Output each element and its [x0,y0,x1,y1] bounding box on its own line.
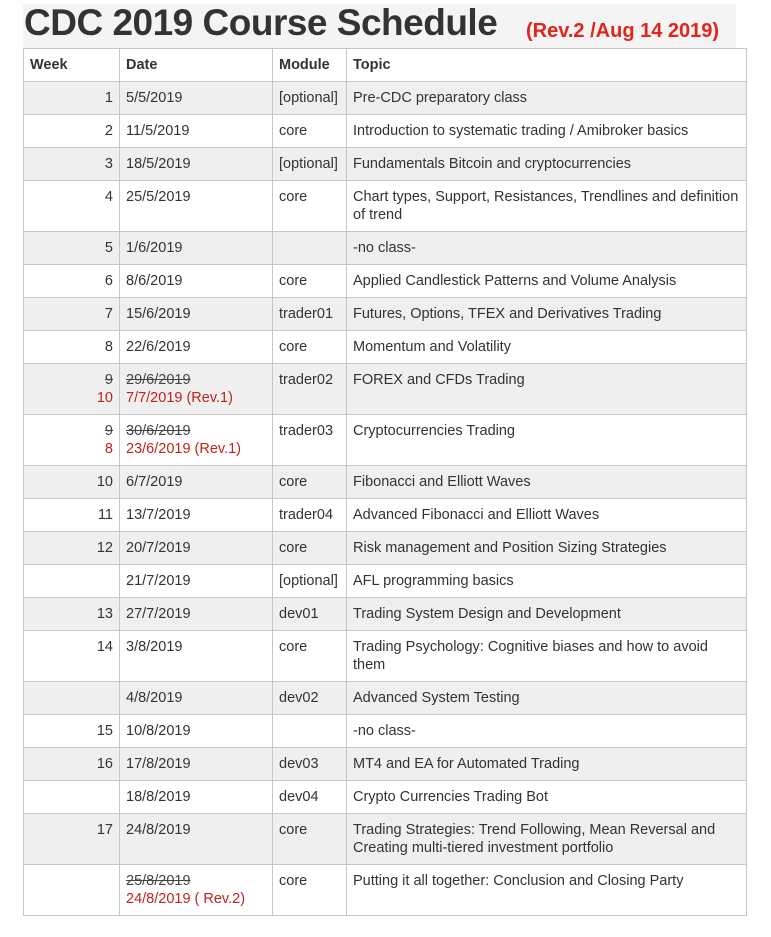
module-cell [273,631,347,682]
week-old: 9 [104,423,113,439]
module-cell [273,565,347,598]
date-old: 25/8/2019 [126,873,191,889]
module-cell [273,532,347,565]
module-value: trader02 [279,372,334,388]
week-new: 8 [104,441,113,457]
week-cell [24,565,120,598]
table-row [24,715,747,748]
page-title: CDC 2019 Course Schedule [24,2,498,43]
date-value: 21/7/2019 [126,573,191,589]
module-cell [273,715,347,748]
week-cell [24,415,120,466]
revision-label: (Rev.2 /Aug 14 2019) [526,20,720,42]
date-cell [120,631,273,682]
week-cell [24,148,120,181]
date-cell [120,115,273,148]
topic-cell [347,499,747,532]
date-new: 24/8/2019 ( Rev.2) [126,891,246,907]
date-new: 23/6/2019 (Rev.1) [126,441,241,457]
module-value: core [279,189,308,205]
topic-cell [347,415,747,466]
date-cell [120,331,273,364]
table-row [24,148,747,181]
date-value: 10/8/2019 [126,723,191,739]
topic-value: Risk management and Position Sizing Strategies [353,540,667,556]
date-cell [120,499,273,532]
column-header-module: Module [273,49,347,82]
topic-cell [347,466,747,499]
module-value: core [279,540,308,556]
topic-value: Momentum and Volatility [353,339,511,355]
module-cell [273,115,347,148]
topic-cell [347,181,747,232]
date-old: 30/6/2019 [126,423,191,439]
module-value: [optional] [279,573,338,589]
date-cell [120,715,273,748]
table-row [24,865,747,916]
module-value: dev02 [279,690,319,706]
week-value: 13 [96,606,113,622]
table-row [24,265,747,298]
topic-value: -no class- [353,240,416,256]
topic-cell [347,748,747,781]
table-row [24,598,747,631]
date-value: 6/7/2019 [126,474,183,490]
date-cell [120,598,273,631]
module-value: dev03 [279,756,319,772]
week-cell [24,364,120,415]
date-value: 25/5/2019 [126,189,191,205]
date-value: 1/6/2019 [126,240,183,256]
date-cell [120,364,273,415]
topic-value: Fibonacci and Elliott Waves [353,474,531,490]
topic-value: Cryptocurrencies Trading [353,423,515,439]
module-value: core [279,639,308,655]
week-cell [24,232,120,265]
week-cell [24,748,120,781]
week-value: 5 [104,240,113,256]
week-value: 11 [97,507,113,523]
week-cell [24,865,120,916]
module-cell [273,364,347,415]
topic-value: Trading System Design and Development [353,606,621,622]
topic-value: MT4 and EA for Automated Trading [353,756,580,772]
date-value: 5/5/2019 [126,90,183,106]
topic-value: Putting it all together: Conclusion and Closing Party [353,873,684,889]
module-cell [273,865,347,916]
week-value: 1 [104,90,113,106]
module-cell [273,682,347,715]
week-value: 2 [104,123,113,139]
date-cell [120,232,273,265]
topic-cell [347,232,747,265]
schedule-table [23,48,747,916]
module-value: core [279,123,308,139]
module-value: trader04 [279,507,334,523]
date-cell [120,415,273,466]
week-old: 9 [104,372,113,388]
module-value: trader01 [279,306,334,322]
week-cell [24,82,120,115]
week-value: 15 [96,723,113,739]
module-cell [273,499,347,532]
column-header-week: Week [24,49,120,82]
topic-value: Introduction to systematic trading / Amibroker basics [353,123,689,139]
module-value: trader03 [279,423,334,439]
date-value: 11/5/2019 [126,123,190,139]
date-value: 22/6/2019 [126,339,191,355]
week-cell [24,499,120,532]
topic-value: Trading Strategies: Trend Following, Mean Reversal and Creating multi-tiered investment portfolio [353,822,716,856]
week-value: 14 [96,639,113,655]
module-value: core [279,474,308,490]
topic-value: -no class- [353,723,416,739]
date-value: 20/7/2019 [126,540,191,556]
table-row [24,415,747,466]
date-value: 18/8/2019 [126,789,191,805]
topic-cell [347,781,747,814]
date-cell [120,865,273,916]
module-value: dev01 [279,606,319,622]
topic-value: Fundamentals Bitcoin and cryptocurrencies [353,156,632,172]
date-cell [120,532,273,565]
topic-cell [347,115,747,148]
week-new: 10 [96,390,113,406]
topic-cell [347,298,747,331]
date-old: 29/6/2019 [126,372,191,388]
module-value: dev04 [279,789,319,805]
topic-value: Advanced System Testing [353,690,520,706]
date-new: 7/7/2019 (Rev.1) [126,390,233,406]
module-value: core [279,873,308,889]
module-cell [273,814,347,865]
topic-cell [347,682,747,715]
date-cell [120,814,273,865]
date-cell [120,265,273,298]
topic-cell [347,598,747,631]
topic-value: Advanced Fibonacci and Elliott Waves [353,507,600,523]
module-value: core [279,273,308,289]
topic-cell [347,814,747,865]
date-value: 4/8/2019 [126,690,183,706]
date-value: 3/8/2019 [126,639,183,655]
week-value: 8 [104,339,113,355]
module-value: [optional] [279,90,338,106]
week-cell [24,682,120,715]
topic-value: AFL programming basics [353,573,514,589]
table-row [24,781,747,814]
table-row [24,298,747,331]
table-row [24,115,747,148]
topic-cell [347,715,747,748]
topic-cell [347,532,747,565]
module-cell [273,781,347,814]
topic-value: Trading Psychology: Cognitive biases and how to avoid them [353,639,708,673]
module-cell [273,598,347,631]
date-cell [120,682,273,715]
module-cell [273,466,347,499]
module-value: core [279,339,308,355]
date-cell [120,181,273,232]
column-header-date: Date [120,49,273,82]
week-cell [24,466,120,499]
column-header-topic: Topic [347,49,747,82]
date-value: 17/8/2019 [126,756,191,772]
date-value: 24/8/2019 [126,822,191,838]
module-cell [273,748,347,781]
topic-cell [347,565,747,598]
module-cell [273,415,347,466]
module-cell [273,82,347,115]
table-row [24,232,747,265]
module-value: core [279,822,308,838]
week-value: 7 [104,306,113,322]
topic-cell [347,148,747,181]
week-cell [24,331,120,364]
week-cell [24,181,120,232]
topic-value: Chart types, Support, Resistances, Trendlines and definition of trend [353,189,739,223]
table-row [24,82,747,115]
table-row [24,748,747,781]
topic-cell [347,265,747,298]
topic-value: Futures, Options, TFEX and Derivatives Trading [353,306,662,322]
topic-value: Crypto Currencies Trading Bot [353,789,549,805]
table-header-row [24,49,747,82]
week-value: 3 [104,156,113,172]
week-value: 17 [96,822,113,838]
date-cell [120,466,273,499]
module-cell [273,232,347,265]
topic-cell [347,364,747,415]
week-cell [24,115,120,148]
week-cell [24,781,120,814]
date-cell [120,781,273,814]
week-value: 16 [96,756,113,772]
date-value: 27/7/2019 [126,606,191,622]
week-cell [24,715,120,748]
module-cell [273,298,347,331]
date-cell [120,748,273,781]
date-cell [120,148,273,181]
table-row [24,682,747,715]
week-value: 6 [104,273,113,289]
date-cell [120,565,273,598]
table-row [24,466,747,499]
table-row [24,532,747,565]
table-row [24,814,747,865]
topic-cell [347,331,747,364]
date-value: 18/5/2019 [126,156,191,172]
table-row [24,565,747,598]
topic-value: Pre-CDC preparatory class [353,90,528,106]
date-cell [120,298,273,331]
table-row [24,181,747,232]
module-cell [273,331,347,364]
topic-value: Applied Candlestick Patterns and Volume Analysis [353,273,677,289]
date-value: 13/7/2019 [126,507,191,523]
module-cell [273,265,347,298]
module-value: [optional] [279,156,338,172]
schedule-body [24,82,747,916]
week-cell [24,265,120,298]
topic-cell [347,82,747,115]
topic-value: FOREX and CFDs Trading [353,372,525,388]
module-cell [273,181,347,232]
date-cell [120,82,273,115]
table-row [24,364,747,415]
table-row [24,631,747,682]
week-value: 4 [104,189,113,205]
topic-cell [347,631,747,682]
table-row [24,499,747,532]
topic-cell [347,865,747,916]
week-cell [24,532,120,565]
module-cell [273,148,347,181]
week-cell [24,598,120,631]
week-value: 10 [96,474,113,490]
week-cell [24,298,120,331]
week-cell [24,814,120,865]
week-value: 12 [96,540,113,556]
date-value: 8/6/2019 [126,273,183,289]
week-cell [24,631,120,682]
date-value: 15/6/2019 [126,306,191,322]
table-row [24,331,747,364]
